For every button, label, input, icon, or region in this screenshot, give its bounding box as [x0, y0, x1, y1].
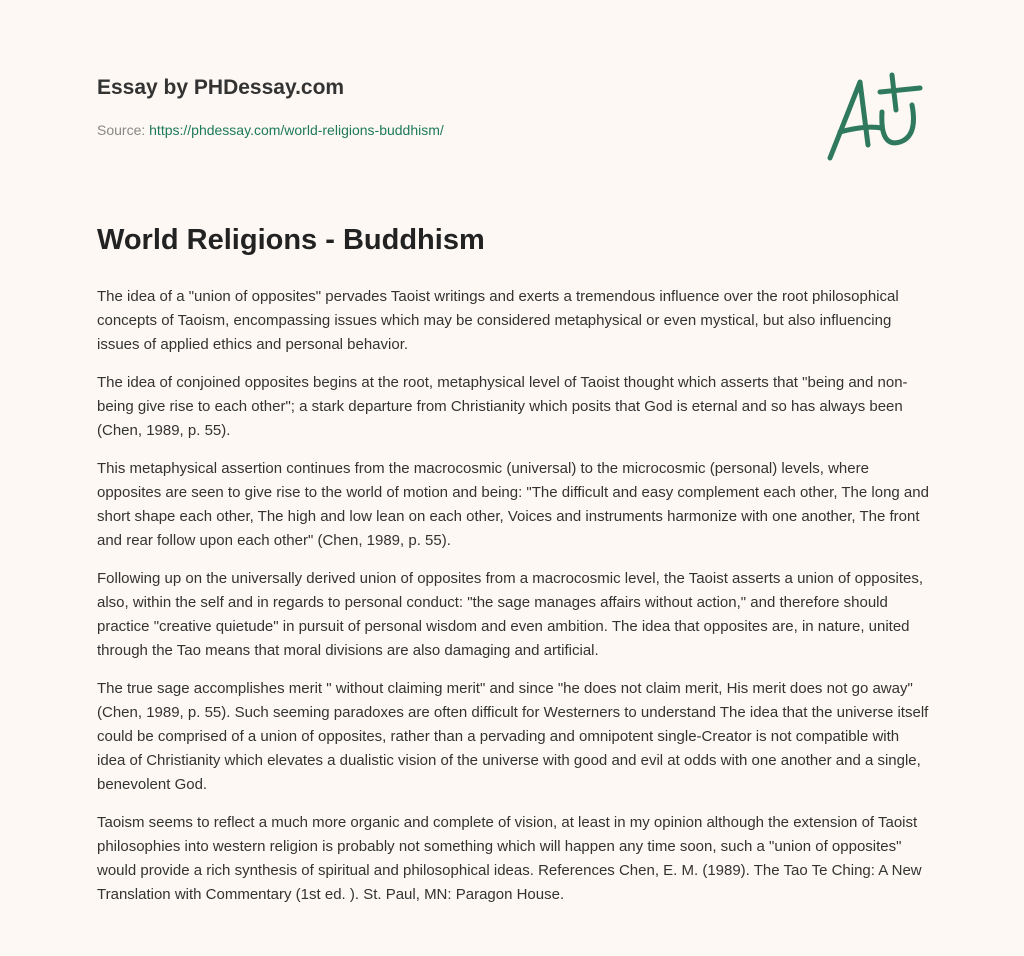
essay-paragraph: This metaphysical assertion continues from the macrocosmic (universal) to the microcosmic (personal) levels, where opposites are seen to give rise to the world of motion and being: "The difficult and easy complement each other, The long and short shape each other, The high and low lean on each other, Voices and instruments harmonize with one another, The front and rear follow upon each other" (Chen, 1989, p. 55).	[97, 460, 929, 549]
essay-paragraph: The idea of conjoined opposites begins at the root, metaphysical level of Taoist thought which asserts that "being and non-being give rise to each other"; a stark departure from Christianity which posits that God is eternal and so has always been (Chen, 1989, p. 55).	[97, 374, 908, 439]
brand-title: Essay by PHDessay.com	[97, 76, 345, 99]
header	[97, 76, 444, 138]
essay-body	[97, 285, 929, 921]
essay-title: World Religions - Buddhism	[97, 224, 485, 256]
source-link[interactable]: https://phdessay.com/world-religions-buddhism/	[149, 122, 444, 138]
a-plus-logo-icon	[820, 70, 930, 165]
essay-paragraph: Taoism seems to reflect a much more organic and complete of vision, at least in my opinion although the extension of Taoist philosophies into western religion is probably not something which will happen any time soon, such a "union of opposites" would provide a rich synthesis of spiritual and philosophical ideas. References Chen, E. M. (1989). The Tao Te Ching: A New Translation with Commentary (1st ed. ). St. Paul, MN: Paragon House.	[97, 814, 922, 903]
essay-paragraph: The true sage accomplishes merit " without claiming merit" and since "he does not claim merit, His merit does not go away" (Chen, 1989, p. 55). Such seeming paradoxes are often difficult for Westerners to understand The idea that the universe itself could be comprised of a union of opposites, rather than a pervading and omnipotent single-Creator is not compatible with idea of Christianity which elevates a dualistic vision of the universe with good and evil at odds with one another and a single, benevolent God.	[97, 680, 929, 793]
essay-paragraph: The idea of a "union of opposites" pervades Taoist writings and exerts a tremendous influence over the root philosophical concepts of Taoism, encompassing issues which may be considered metaphysical or even mystical, but also influencing issues of applied ethics and personal behavior.	[97, 288, 899, 353]
essay-paragraph: Following up on the universally derived union of opposites from a macrocosmic level, the Taoist asserts a union of opposites, also, within the self and in regards to personal conduct: "the sage manages affairs without action," and therefore should practice "creative quietude" in pursuit of personal wisdom and even ambition. The idea that opposites are, in nature, united through the Tao means that moral divisions are also damaging and artificial.	[97, 570, 923, 659]
source-label: Source:	[97, 122, 146, 138]
source-line	[97, 122, 444, 138]
